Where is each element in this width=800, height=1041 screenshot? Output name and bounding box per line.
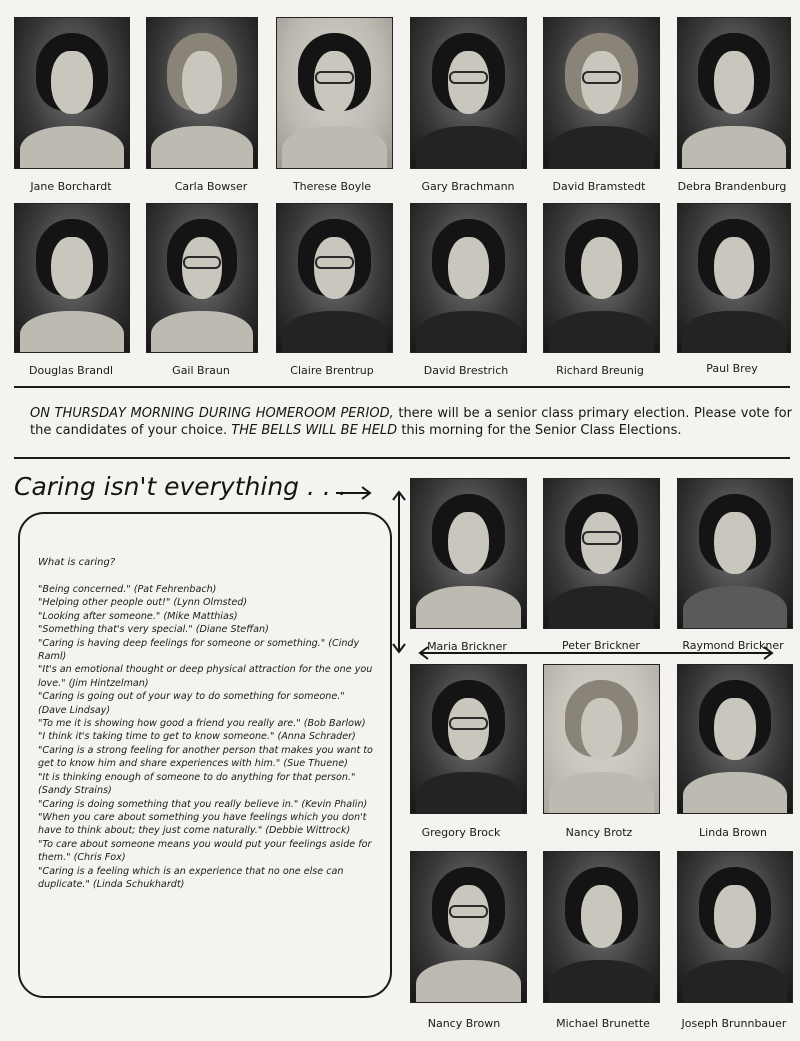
portrait-photo [543,664,660,814]
portrait-name: Gary Brachmann [421,180,515,193]
announcement-emphasis: THE BELLS WILL BE HELD [231,423,398,438]
feature-heading: Caring isn't everything . . . [14,472,347,501]
portrait-name: Maria Brickner [427,640,507,653]
portrait-photo [543,851,660,1003]
quote-item: "It is thinking enough of someone to do anything for that person." (Sandy Strains) [38,771,356,797]
portrait-photo [543,478,660,629]
portrait-name: Douglas Brandl [29,364,113,377]
portrait-name: Richard Breunig [556,364,644,377]
portrait-name: Joseph Brunnbauer [681,1017,787,1030]
announcement-middle: there will be a senior class primary election. Please vote for the candidates of your choice. [30,406,792,438]
portrait-photo [677,478,793,629]
portrait-photo [677,851,793,1003]
quote-item: "Caring is doing something that you really believe in." (Kevin Phalin) [38,798,368,810]
portrait-photo [410,664,527,814]
portrait-name: Gregory Brock [421,826,501,839]
quote-item: "Caring is a feeling which is an experience that no one else can duplicate." (Linda Schukhardt) [38,865,344,890]
portrait-name: David Bramstedt [552,180,646,193]
announcement-tail: this morning for the Senior Class Elections. [397,423,682,438]
quote-item: "When you care about something you have feelings which you don't have to think about; they just come naturally." (Debbie Wittrock) [38,811,367,837]
portrait-name: Nancy Brown [427,1017,501,1030]
portrait-photo [410,478,527,629]
quote-item: "It's an emotional thought or deep physical attraction for the one you love." (Jim Hintzelman) [38,664,373,689]
portrait-photo [677,664,793,814]
quote-list [38,583,374,891]
quote-item: "Helping other people out!" (Lynn Olmsted) [38,597,248,609]
portrait-name: Therese Boyle [292,180,372,193]
portrait-name: Debra Brandenburg [677,180,787,193]
portrait-name: Peter Brickner [562,639,640,652]
quote-item: "Being concerned." (Pat Fehrenbach) [38,584,217,595]
portrait-name: Michael Brunette [556,1017,650,1030]
quote-item: "Caring is having deep feelings for someone or something." (Cindy Raml) [38,637,360,663]
portrait-name: Nancy Brotz [565,826,633,839]
portrait-name: Linda Brown [699,826,767,839]
portrait-name: Jane Borchardt [30,180,112,193]
portrait-name: Paul Brey [706,362,758,375]
quote-item: "To care about someone means you would put your feelings aside for them." (Chris Fox) [38,838,372,864]
quote-item: "To me it is showing how good a friend you really are." (Bob Barlow) [38,718,366,730]
quote-item: "Something that's very special." (Diane Steffan) [38,624,269,636]
quote-item: "I think it's taking time to get to know someone." (Anna Schrader) [38,731,356,743]
announcement-lead: ON THURSDAY MORNING DURING HOMEROOM PERIOD, [30,406,394,421]
quote-item: "Looking after someone." (Mike Matthias) [38,610,238,622]
portrait-name: Gail Braun [172,364,230,377]
quote-question: What is caring? [38,557,116,568]
quote-item: "Caring is a strong feeling for another person that makes you want to get to know him and share experiences with him." (Sue Thuene) [38,744,373,770]
portrait-name: Claire Brentrup [290,364,374,377]
portrait-name: Raymond Brickner [682,639,784,652]
portrait-name: Carla Bowser [174,180,248,193]
portrait-name: David Brestrich [423,364,509,377]
quote-item: "Caring is going out of your way to do something for someone." (Dave Lindsay) [38,691,345,716]
portrait-photo [410,851,527,1003]
